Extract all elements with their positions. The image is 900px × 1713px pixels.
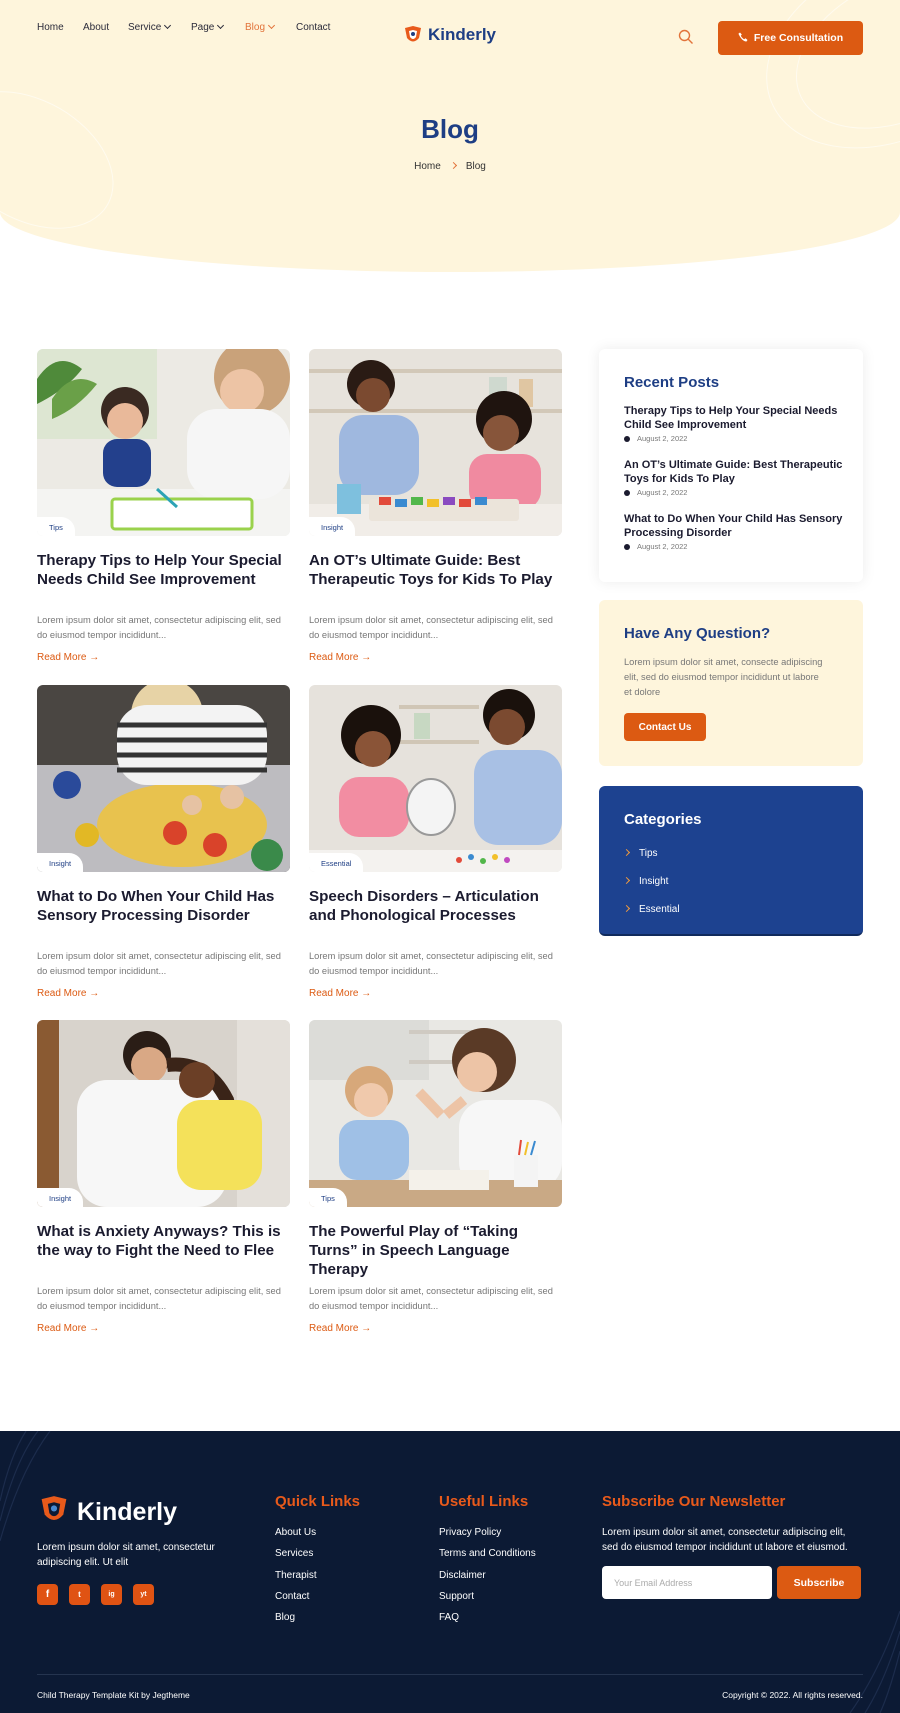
post-title[interactable]: What is Anxiety Anyways? This is the way to Fight the Need to Flee: [37, 1223, 281, 1259]
read-more-link[interactable]: [309, 652, 371, 663]
recent-post-date-text: August 2, 2022: [637, 542, 688, 551]
read-more-label: Read More: [37, 988, 87, 999]
main-nav: [0, 10, 900, 46]
read-more-link[interactable]: [309, 988, 371, 999]
nav-blog[interactable]: [245, 22, 274, 33]
breadcrumb: [0, 161, 900, 172]
read-more-label: Read More: [309, 988, 359, 999]
email-field[interactable]: [602, 1566, 772, 1599]
post-tag[interactable]: Essential: [309, 853, 363, 872]
page-title: Blog: [421, 114, 479, 144]
nav-service-label: Service: [128, 22, 162, 33]
read-more-label: Read More: [37, 1323, 87, 1334]
footer-link[interactable]: Therapist: [275, 1570, 317, 1581]
read-more-link[interactable]: [37, 988, 99, 999]
footer-link[interactable]: Contact: [275, 1591, 310, 1602]
contact-us-button[interactable]: Contact Us: [624, 713, 706, 741]
post-card: [309, 349, 562, 664]
post-card: [37, 349, 290, 664]
post-title[interactable]: Speech Disorders – Articulation and Phonological Processes: [309, 888, 539, 924]
arrow-right-icon: →: [361, 652, 372, 663]
brand-name: Kinderly: [428, 25, 497, 44]
post-excerpt: Lorem ipsum dolor sit amet, consectetur adipiscing elit, sed do eiusmod tempor incididunt...: [37, 951, 281, 976]
arrow-right-icon: →: [89, 652, 100, 663]
recent-post-date: [624, 542, 844, 551]
category-label: Insight: [639, 876, 669, 887]
recent-post-date: [624, 434, 844, 443]
categories-title: Categories: [624, 811, 702, 828]
footer-divider: [37, 1674, 863, 1675]
recent-post-title[interactable]: Therapy Tips to Help Your Special Needs Child See Improvement: [624, 405, 838, 431]
post-excerpt: Lorem ipsum dolor sit amet, consectetur adipiscing elit, sed do eiusmod tempor incididunt...: [309, 615, 553, 640]
post-title[interactable]: The Powerful Play of “Taking Turns” in Speech Language Therapy: [309, 1223, 518, 1278]
post-image[interactable]: [309, 1020, 562, 1207]
read-more-label: Read More: [309, 1323, 359, 1334]
arrow-right-icon: →: [361, 1323, 372, 1334]
post-card: [309, 685, 562, 1000]
nav-service[interactable]: [128, 22, 170, 33]
instagram-icon[interactable]: ig: [101, 1584, 122, 1605]
site-footer: [0, 1431, 900, 1713]
nav-page[interactable]: [191, 22, 223, 33]
nav-home[interactable]: Home: [37, 22, 64, 33]
post-tag[interactable]: Tips: [37, 517, 75, 536]
breadcrumb-current: Blog: [465, 161, 486, 172]
clock-icon: [624, 436, 630, 442]
footer-link[interactable]: Blog: [275, 1612, 296, 1623]
cta-label: Free Consultation: [753, 32, 844, 44]
footer-link[interactable]: Privacy Policy: [439, 1527, 502, 1538]
category-link[interactable]: [624, 848, 658, 859]
recent-posts-widget: [599, 349, 863, 582]
category-label: Essential: [639, 904, 680, 915]
nav-page-label: Page: [191, 22, 215, 33]
post-tag[interactable]: Tips: [309, 1188, 347, 1207]
post-image[interactable]: [37, 1020, 290, 1207]
footer-logo[interactable]: [37, 1493, 177, 1531]
recent-post-item: [624, 513, 844, 551]
post-image[interactable]: [309, 685, 562, 872]
post-image[interactable]: [37, 685, 290, 872]
recent-post-item: [624, 459, 844, 497]
logo-hand-icon: [402, 24, 424, 46]
clock-icon: [624, 544, 630, 550]
post-title[interactable]: What to Do When Your Child Has Sensory Processing Disorder: [37, 888, 275, 924]
post-title[interactable]: Therapy Tips to Help Your Special Needs Child See Improvement: [37, 552, 282, 588]
footer-link[interactable]: FAQ: [439, 1612, 460, 1623]
read-more-link[interactable]: [309, 1323, 371, 1334]
post-excerpt: Lorem ipsum dolor sit amet, consectetur adipiscing elit, sed do eiusmod tempor incididunt...: [309, 1286, 553, 1311]
footer-brand-name: Kinderly: [77, 1497, 178, 1526]
clock-icon: [624, 490, 630, 496]
chevron-down-icon: [164, 22, 171, 29]
recent-post-item: [624, 405, 844, 443]
quick-links-title: Quick Links: [275, 1493, 361, 1510]
read-more-link[interactable]: [37, 652, 99, 663]
question-title: Have Any Question?: [624, 625, 771, 642]
recent-post-date-text: August 2, 2022: [637, 488, 688, 497]
post-card: [37, 1020, 290, 1335]
footer-decoration: [0, 1431, 60, 1551]
footer-copyright: Copyright © 2022. All rights reserved.: [722, 1690, 863, 1700]
free-consultation-button[interactable]: [718, 21, 863, 55]
chevron-right-icon: [623, 905, 630, 912]
footer-link[interactable]: Terms and Conditions: [439, 1548, 536, 1559]
arrow-right-icon: →: [89, 988, 100, 999]
post-card: [309, 1020, 562, 1335]
read-more-label: Read More: [309, 652, 359, 663]
categories-widget: [599, 786, 863, 936]
breadcrumb-home[interactable]: Home: [414, 161, 441, 172]
category-link[interactable]: [624, 876, 668, 887]
footer-link[interactable]: Disclaimer: [439, 1570, 486, 1581]
read-more-label: Read More: [37, 652, 87, 663]
chevron-right-icon: [623, 849, 630, 856]
arrow-right-icon: →: [361, 988, 372, 999]
chevron-right-icon: [623, 877, 630, 884]
phone-icon: [738, 32, 748, 45]
newsletter-text: Lorem ipsum dolor sit amet, consectetur adipiscing elit, sed do eiusmod tempor incididunt ut labore et eiusmod.: [602, 1527, 848, 1553]
youtube-icon[interactable]: yt: [133, 1584, 154, 1605]
footer-link[interactable]: About Us: [275, 1527, 317, 1538]
nav-contact[interactable]: Contact: [296, 22, 331, 33]
post-image[interactable]: [37, 349, 290, 536]
facebook-icon[interactable]: f: [37, 1584, 58, 1605]
chevron-down-icon: [268, 22, 275, 29]
post-excerpt: Lorem ipsum dolor sit amet, consectetur adipiscing elit, sed do eiusmod tempor incididunt...: [37, 615, 281, 640]
recent-post-title[interactable]: What to Do When Your Child Has Sensory Processing Disorder: [624, 513, 843, 539]
nav-blog-label: Blog: [245, 22, 266, 33]
logo-hand-icon: [37, 1493, 71, 1531]
post-title[interactable]: An OT’s Ultimate Guide: Best Therapeutic Toys for Kids To Play: [309, 552, 553, 588]
brand-logo[interactable]: [402, 24, 496, 46]
post-tag[interactable]: Insight: [37, 853, 83, 872]
recent-post-title[interactable]: An OT’s Ultimate Guide: Best Therapeutic Toys for Kids To Play: [624, 459, 843, 485]
footer-about: Lorem ipsum dolor sit amet, consectetur adipiscing elit. Ut elit: [37, 1542, 215, 1568]
post-tag[interactable]: Insight: [309, 517, 355, 536]
post-excerpt: Lorem ipsum dolor sit amet, consectetur adipiscing elit, sed do eiusmod tempor incididunt...: [37, 1286, 281, 1311]
useful-links-title: Useful Links: [439, 1493, 529, 1510]
search-icon[interactable]: [678, 29, 694, 45]
post-excerpt: Lorem ipsum dolor sit amet, consectetur adipiscing elit, sed do eiusmod tempor incididunt...: [309, 951, 553, 976]
question-widget: [599, 600, 863, 766]
question-text: Lorem ipsum dolor sit amet, consecte adipiscing elit, sed do eiusmod tempor incididunt ut labore et dolore: [624, 657, 823, 697]
chevron-down-icon: [217, 22, 224, 29]
post-image[interactable]: [309, 349, 562, 536]
nav-about[interactable]: About: [83, 22, 110, 33]
category-label: Tips: [639, 848, 658, 859]
chevron-right-icon: [450, 162, 457, 169]
footer-link[interactable]: Services: [275, 1548, 314, 1559]
subscribe-button[interactable]: Subscribe: [777, 1566, 861, 1599]
recent-post-date: [624, 488, 844, 497]
footer-credit: Child Therapy Template Kit by Jegtheme: [37, 1690, 190, 1700]
arrow-right-icon: →: [89, 1323, 100, 1334]
recent-post-date-text: August 2, 2022: [637, 434, 688, 443]
twitter-icon[interactable]: t: [69, 1584, 90, 1605]
recent-posts-title: Recent Posts: [624, 374, 720, 391]
post-tag[interactable]: Insight: [37, 1188, 83, 1207]
post-card: [37, 685, 290, 1000]
newsletter-title: Subscribe Our Newsletter: [602, 1493, 786, 1510]
category-link[interactable]: [624, 904, 680, 915]
footer-link[interactable]: Support: [439, 1591, 475, 1602]
read-more-link[interactable]: [37, 1323, 99, 1334]
